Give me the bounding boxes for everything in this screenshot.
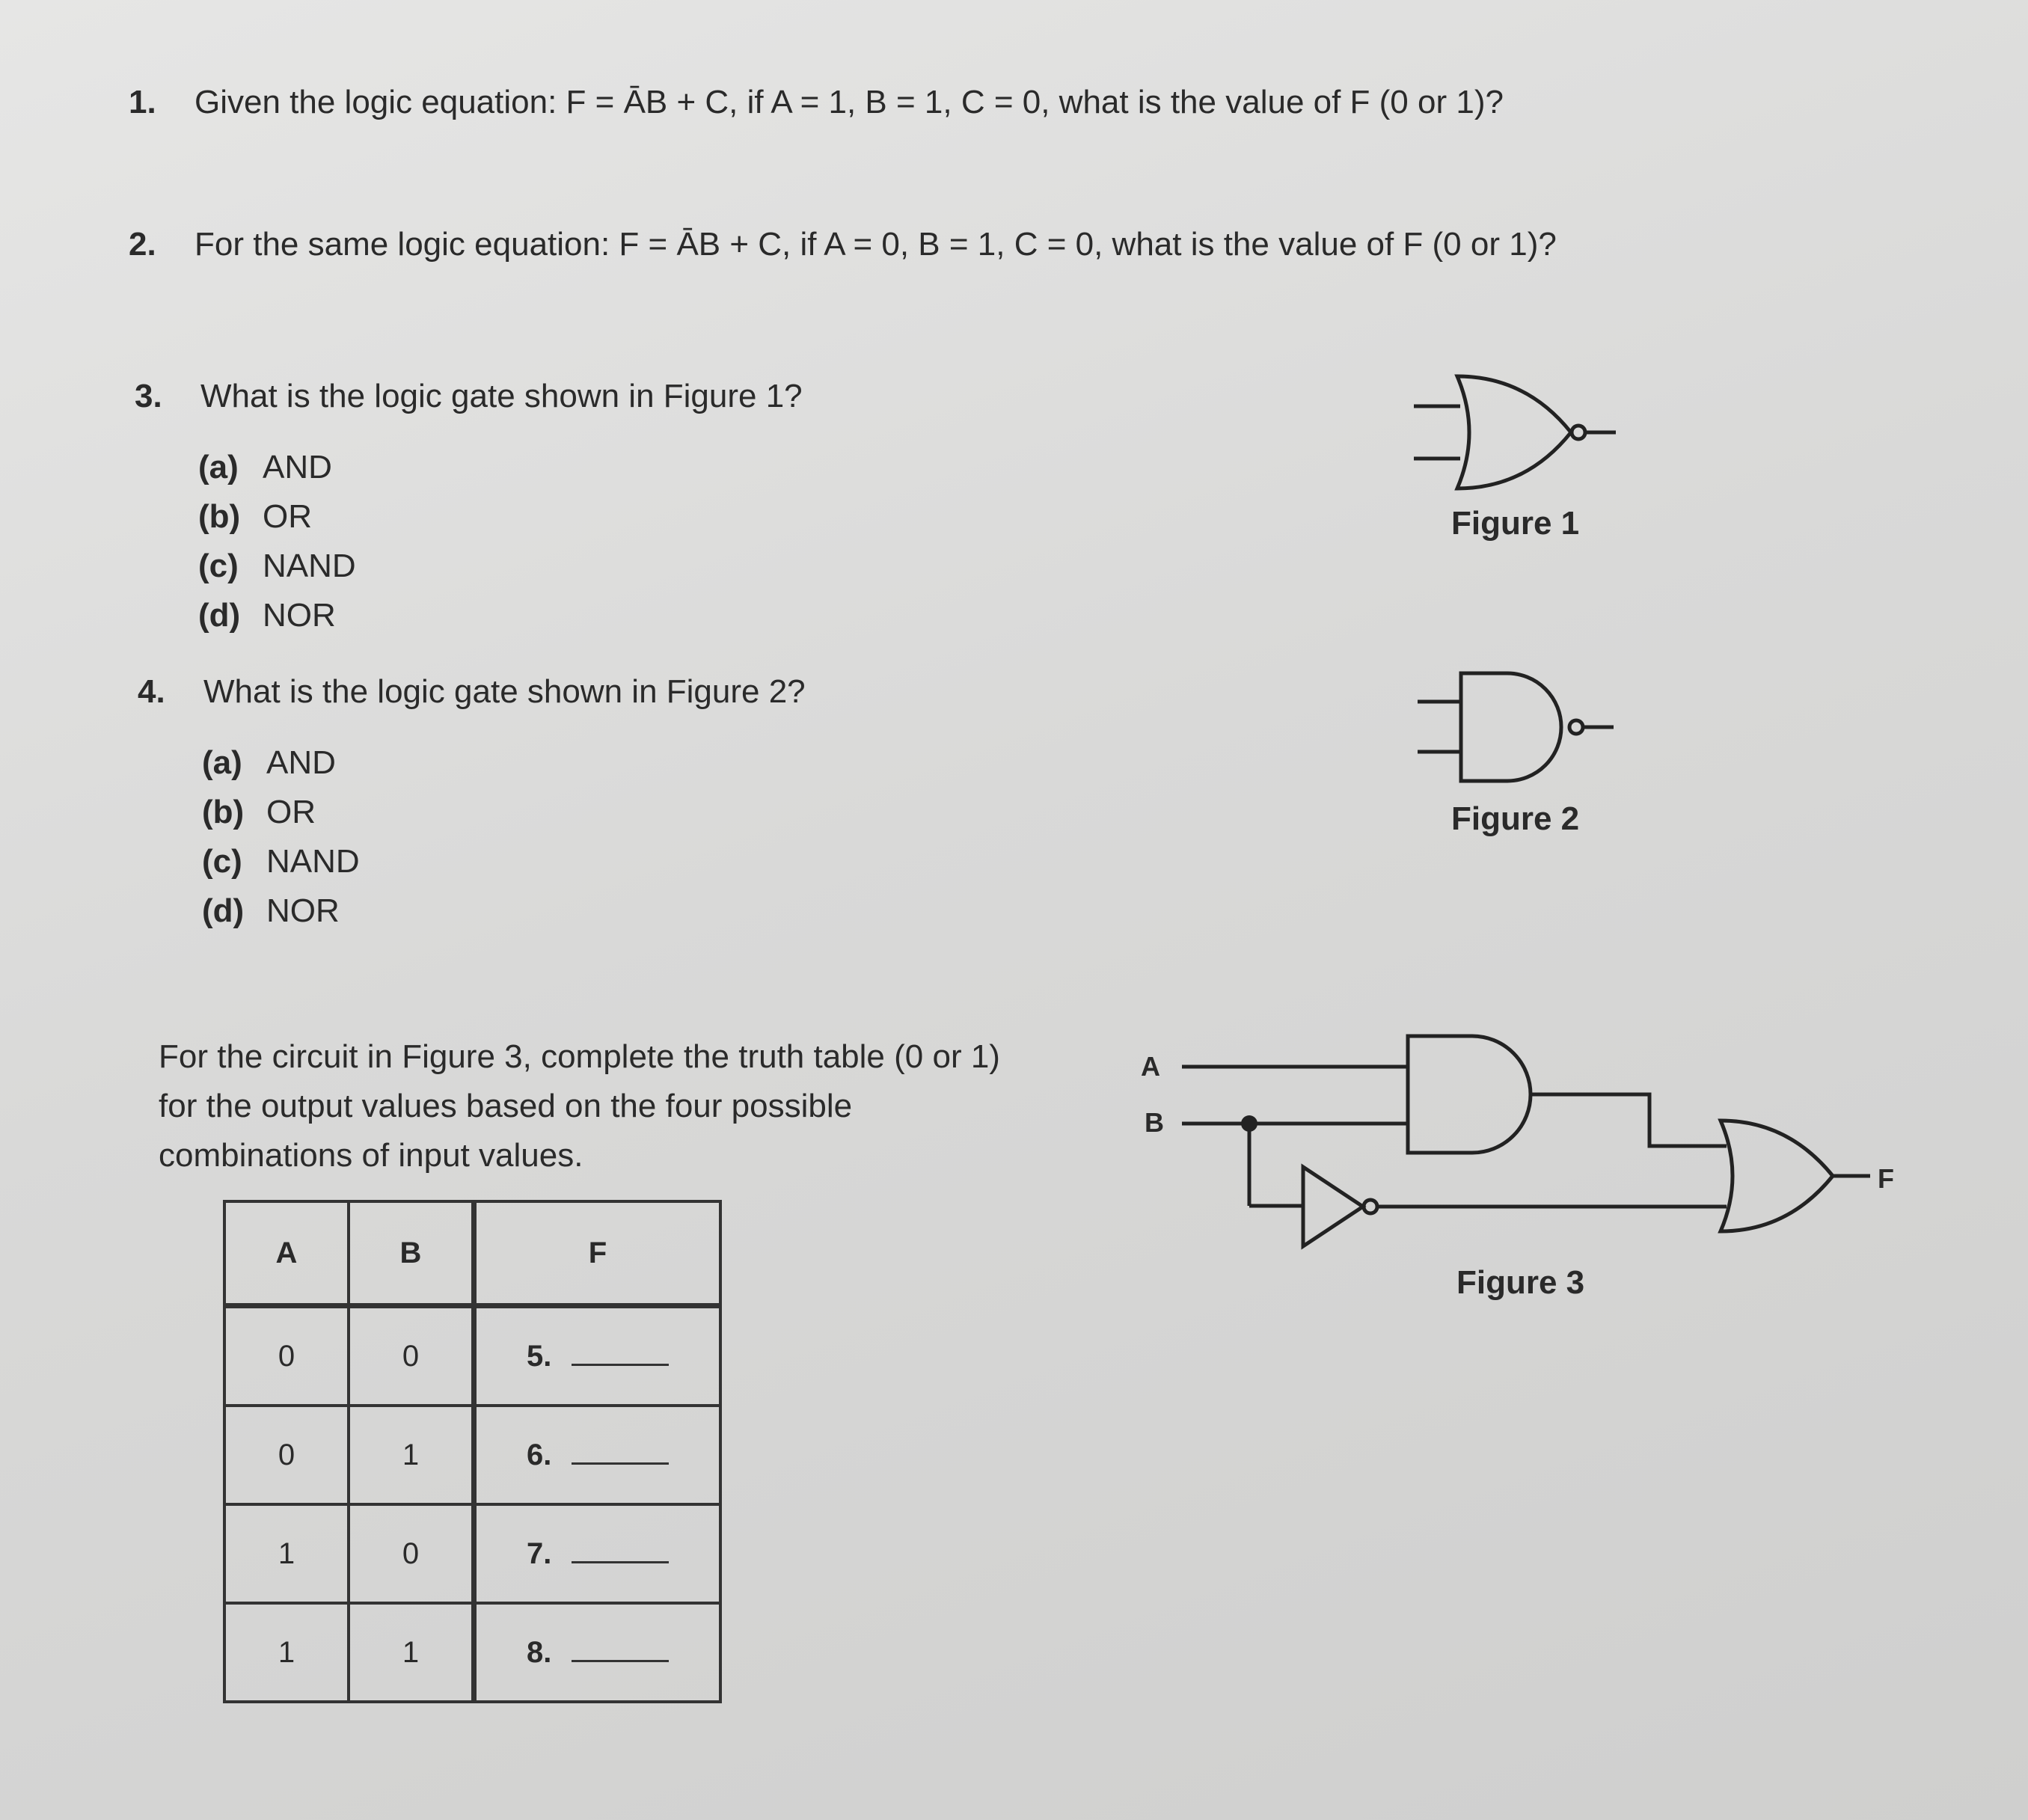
instruction-line: combinations of input values. bbox=[159, 1137, 583, 1174]
option-4b: (b) OR bbox=[202, 794, 316, 830]
figure-3-circuit-diagram bbox=[1174, 1025, 1893, 1264]
item-number: 6. bbox=[527, 1438, 552, 1471]
question-number: 4. bbox=[138, 673, 165, 710]
figure-2-label: Figure 2 bbox=[1451, 800, 1580, 837]
header-b: B bbox=[349, 1201, 474, 1306]
figure-2-nand-gate-icon bbox=[1418, 668, 1627, 788]
table-row bbox=[224, 1406, 720, 1504]
question-text: For the same logic equation: F = ĀB + C, if A = 0, B = 1, C = 0, what is the value of F (0 or 1)? bbox=[194, 226, 1557, 263]
item-number: 8. bbox=[527, 1635, 552, 1669]
question-3 bbox=[135, 378, 803, 415]
table-row bbox=[224, 1504, 720, 1603]
answer-cell[interactable] bbox=[474, 1603, 721, 1702]
question-number: 3. bbox=[135, 378, 162, 414]
input-a-label: A bbox=[1141, 1051, 1160, 1082]
table-row bbox=[224, 1306, 720, 1406]
question-text: What is the logic gate shown in Figure 1? bbox=[200, 378, 803, 414]
cell-b: 1 bbox=[349, 1406, 474, 1504]
item-number: 7. bbox=[527, 1536, 552, 1570]
table-header-row bbox=[224, 1201, 720, 1306]
answer-cell[interactable] bbox=[474, 1504, 721, 1603]
question-1 bbox=[129, 84, 1504, 121]
item-number: 5. bbox=[527, 1339, 552, 1373]
instruction-line: For the circuit in Figure 3, complete the truth table (0 or 1) bbox=[159, 1038, 1000, 1075]
question-text: What is the logic gate shown in Figure 2? bbox=[203, 673, 806, 710]
question-number: 2. bbox=[129, 226, 156, 263]
cell-b: 1 bbox=[349, 1603, 474, 1702]
answer-blank[interactable] bbox=[572, 1341, 669, 1366]
input-b-label: B bbox=[1145, 1107, 1164, 1138]
cell-a: 1 bbox=[224, 1504, 349, 1603]
option-4a: (a) AND bbox=[202, 744, 336, 781]
header-a: A bbox=[224, 1201, 349, 1306]
question-2 bbox=[129, 226, 1557, 263]
question-4 bbox=[138, 673, 806, 711]
figure-1-label: Figure 1 bbox=[1451, 505, 1580, 542]
option-3c: (c) NAND bbox=[198, 548, 356, 584]
output-f-label: F bbox=[1878, 1163, 1894, 1194]
cell-a: 0 bbox=[224, 1406, 349, 1504]
answer-blank[interactable] bbox=[572, 1539, 669, 1563]
truth-table bbox=[223, 1200, 722, 1703]
question-text: Given the logic equation: F = ĀB + C, if A = 1, B = 1, C = 0, what is the value of F (0 or 1)? bbox=[194, 84, 1504, 120]
cell-a: 1 bbox=[224, 1603, 349, 1702]
option-3b: (b) OR bbox=[198, 498, 312, 535]
circuit-instructions bbox=[159, 1032, 1000, 1180]
instruction-line: for the output values based on the four possible bbox=[159, 1088, 853, 1124]
cell-a: 0 bbox=[224, 1306, 349, 1406]
table-row bbox=[224, 1603, 720, 1702]
option-4d: (d) NOR bbox=[202, 892, 340, 929]
answer-blank[interactable] bbox=[572, 1637, 669, 1662]
figure-3-label: Figure 3 bbox=[1456, 1264, 1585, 1301]
option-3d: (d) NOR bbox=[198, 597, 336, 634]
option-3a: (a) AND bbox=[198, 449, 332, 485]
header-f: F bbox=[474, 1201, 721, 1306]
question-number: 1. bbox=[129, 84, 156, 120]
cell-b: 0 bbox=[349, 1306, 474, 1406]
answer-cell[interactable] bbox=[474, 1406, 721, 1504]
option-4c: (c) NAND bbox=[202, 843, 360, 880]
answer-cell[interactable] bbox=[474, 1306, 721, 1406]
answer-blank[interactable] bbox=[572, 1440, 669, 1465]
cell-b: 0 bbox=[349, 1504, 474, 1603]
figure-1-nor-gate-icon bbox=[1414, 370, 1623, 497]
